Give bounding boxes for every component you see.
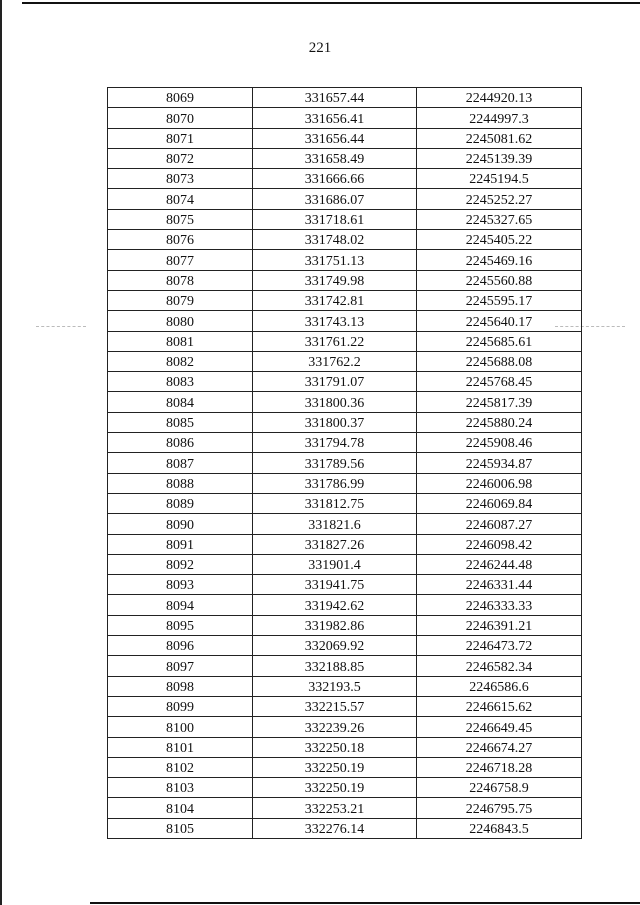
table-row bbox=[108, 493, 582, 513]
table-row bbox=[108, 290, 582, 310]
table-row bbox=[108, 656, 582, 676]
y-coordinate-cell: 2246582.34 bbox=[417, 656, 582, 676]
y-coordinate-cell: 2245139.39 bbox=[417, 148, 582, 168]
y-coordinate-cell: 2246331.44 bbox=[417, 575, 582, 595]
x-coordinate-cell: 331743.13 bbox=[253, 311, 417, 331]
point-number-cell: 8076 bbox=[108, 230, 253, 250]
table-row bbox=[108, 189, 582, 209]
y-coordinate-cell: 2245469.16 bbox=[417, 250, 582, 270]
table-row bbox=[108, 128, 582, 148]
x-coordinate-cell: 331656.44 bbox=[253, 128, 417, 148]
table-row bbox=[108, 575, 582, 595]
y-coordinate-cell: 2246069.84 bbox=[417, 493, 582, 513]
point-number-cell: 8105 bbox=[108, 818, 253, 838]
table-row bbox=[108, 372, 582, 392]
y-coordinate-cell: 2246391.21 bbox=[417, 615, 582, 635]
point-number-cell: 8096 bbox=[108, 636, 253, 656]
point-number-cell: 8091 bbox=[108, 534, 253, 554]
y-coordinate-cell: 2246586.6 bbox=[417, 676, 582, 696]
table-row bbox=[108, 737, 582, 757]
point-number-cell: 8077 bbox=[108, 250, 253, 270]
point-number-cell: 8089 bbox=[108, 493, 253, 513]
point-number-cell: 8080 bbox=[108, 311, 253, 331]
x-coordinate-cell: 331941.75 bbox=[253, 575, 417, 595]
y-coordinate-cell: 2246649.45 bbox=[417, 717, 582, 737]
point-number-cell: 8094 bbox=[108, 595, 253, 615]
table-row bbox=[108, 148, 582, 168]
table-row bbox=[108, 331, 582, 351]
y-coordinate-cell: 2245560.88 bbox=[417, 270, 582, 290]
x-coordinate-cell: 332250.19 bbox=[253, 757, 417, 777]
table-row bbox=[108, 230, 582, 250]
table-row bbox=[108, 554, 582, 574]
y-coordinate-cell: 2246718.28 bbox=[417, 757, 582, 777]
point-number-cell: 8083 bbox=[108, 372, 253, 392]
point-number-cell: 8073 bbox=[108, 169, 253, 189]
table-row bbox=[108, 108, 582, 128]
x-coordinate-cell: 331827.26 bbox=[253, 534, 417, 554]
point-number-cell: 8095 bbox=[108, 615, 253, 635]
point-number-cell: 8093 bbox=[108, 575, 253, 595]
x-coordinate-cell: 332239.26 bbox=[253, 717, 417, 737]
x-coordinate-cell: 331666.66 bbox=[253, 169, 417, 189]
x-coordinate-cell: 331718.61 bbox=[253, 209, 417, 229]
x-coordinate-cell: 331686.07 bbox=[253, 189, 417, 209]
table-row bbox=[108, 595, 582, 615]
x-coordinate-cell: 332069.92 bbox=[253, 636, 417, 656]
point-number-cell: 8092 bbox=[108, 554, 253, 574]
point-number-cell: 8090 bbox=[108, 514, 253, 534]
x-coordinate-cell: 331658.49 bbox=[253, 148, 417, 168]
table-row bbox=[108, 534, 582, 554]
x-coordinate-cell: 331791.07 bbox=[253, 372, 417, 392]
table-row bbox=[108, 473, 582, 493]
x-coordinate-cell: 331786.99 bbox=[253, 473, 417, 493]
y-coordinate-cell: 2246843.5 bbox=[417, 818, 582, 838]
x-coordinate-cell: 331794.78 bbox=[253, 433, 417, 453]
x-coordinate-cell: 332250.18 bbox=[253, 737, 417, 757]
point-number-cell: 8097 bbox=[108, 656, 253, 676]
coordinates-table bbox=[107, 87, 582, 839]
table-row bbox=[108, 757, 582, 777]
point-number-cell: 8103 bbox=[108, 778, 253, 798]
y-coordinate-cell: 2246758.9 bbox=[417, 778, 582, 798]
point-number-cell: 8084 bbox=[108, 392, 253, 412]
point-number-cell: 8081 bbox=[108, 331, 253, 351]
x-coordinate-cell: 331901.4 bbox=[253, 554, 417, 574]
x-coordinate-cell: 331761.22 bbox=[253, 331, 417, 351]
y-coordinate-cell: 2245252.27 bbox=[417, 189, 582, 209]
y-coordinate-cell: 2245685.61 bbox=[417, 331, 582, 351]
y-coordinate-cell: 2246615.62 bbox=[417, 696, 582, 716]
table-row bbox=[108, 615, 582, 635]
y-coordinate-cell: 2246244.48 bbox=[417, 554, 582, 574]
y-coordinate-cell: 2246098.42 bbox=[417, 534, 582, 554]
x-coordinate-cell: 332215.57 bbox=[253, 696, 417, 716]
x-coordinate-cell: 331942.62 bbox=[253, 595, 417, 615]
top-border-line bbox=[22, 2, 640, 4]
y-coordinate-cell: 2246674.27 bbox=[417, 737, 582, 757]
y-coordinate-cell: 2245908.46 bbox=[417, 433, 582, 453]
table-row bbox=[108, 209, 582, 229]
y-coordinate-cell: 2245768.45 bbox=[417, 372, 582, 392]
point-number-cell: 8098 bbox=[108, 676, 253, 696]
y-coordinate-cell: 2245640.17 bbox=[417, 311, 582, 331]
table-row bbox=[108, 778, 582, 798]
x-coordinate-cell: 331800.36 bbox=[253, 392, 417, 412]
point-number-cell: 8078 bbox=[108, 270, 253, 290]
x-coordinate-cell: 331656.41 bbox=[253, 108, 417, 128]
y-coordinate-cell: 2245688.08 bbox=[417, 351, 582, 371]
table-row bbox=[108, 351, 582, 371]
x-coordinate-cell: 331821.6 bbox=[253, 514, 417, 534]
table-row bbox=[108, 453, 582, 473]
table-row bbox=[108, 696, 582, 716]
y-coordinate-cell: 2246006.98 bbox=[417, 473, 582, 493]
point-number-cell: 8104 bbox=[108, 798, 253, 818]
point-number-cell: 8087 bbox=[108, 453, 253, 473]
x-coordinate-cell: 331800.37 bbox=[253, 412, 417, 432]
x-coordinate-cell: 332276.14 bbox=[253, 818, 417, 838]
table-row bbox=[108, 250, 582, 270]
x-coordinate-cell: 331657.44 bbox=[253, 88, 417, 108]
y-coordinate-cell: 2246473.72 bbox=[417, 636, 582, 656]
table-row bbox=[108, 392, 582, 412]
x-coordinate-cell: 332193.5 bbox=[253, 676, 417, 696]
y-coordinate-cell: 2245327.65 bbox=[417, 209, 582, 229]
x-coordinate-cell: 331812.75 bbox=[253, 493, 417, 513]
point-number-cell: 8075 bbox=[108, 209, 253, 229]
table-row bbox=[108, 88, 582, 108]
x-coordinate-cell: 331751.13 bbox=[253, 250, 417, 270]
point-number-cell: 8082 bbox=[108, 351, 253, 371]
x-coordinate-cell: 331789.56 bbox=[253, 453, 417, 473]
table-body bbox=[108, 88, 582, 839]
table-row bbox=[108, 270, 582, 290]
left-margin-mark bbox=[36, 326, 86, 328]
table-row bbox=[108, 433, 582, 453]
y-coordinate-cell: 2245595.17 bbox=[417, 290, 582, 310]
table-row bbox=[108, 169, 582, 189]
x-coordinate-cell: 331742.81 bbox=[253, 290, 417, 310]
point-number-cell: 8099 bbox=[108, 696, 253, 716]
table-row bbox=[108, 676, 582, 696]
y-coordinate-cell: 2245880.24 bbox=[417, 412, 582, 432]
x-coordinate-cell: 332253.21 bbox=[253, 798, 417, 818]
x-coordinate-cell: 331749.98 bbox=[253, 270, 417, 290]
point-number-cell: 8088 bbox=[108, 473, 253, 493]
point-number-cell: 8086 bbox=[108, 433, 253, 453]
y-coordinate-cell: 2246087.27 bbox=[417, 514, 582, 534]
table-row bbox=[108, 636, 582, 656]
x-coordinate-cell: 331982.86 bbox=[253, 615, 417, 635]
y-coordinate-cell: 2246795.75 bbox=[417, 798, 582, 818]
table-row bbox=[108, 412, 582, 432]
point-number-cell: 8070 bbox=[108, 108, 253, 128]
point-number-cell: 8069 bbox=[108, 88, 253, 108]
table-row bbox=[108, 311, 582, 331]
table-row bbox=[108, 798, 582, 818]
point-number-cell: 8079 bbox=[108, 290, 253, 310]
table-row bbox=[108, 717, 582, 737]
y-coordinate-cell: 2245934.87 bbox=[417, 453, 582, 473]
left-border-line bbox=[0, 0, 2, 905]
page-number: 221 bbox=[308, 40, 332, 56]
x-coordinate-cell: 332250.19 bbox=[253, 778, 417, 798]
y-coordinate-cell: 2244997.3 bbox=[417, 108, 582, 128]
y-coordinate-cell: 2244920.13 bbox=[417, 88, 582, 108]
table-row bbox=[108, 514, 582, 534]
point-number-cell: 8071 bbox=[108, 128, 253, 148]
y-coordinate-cell: 2245194.5 bbox=[417, 169, 582, 189]
point-number-cell: 8102 bbox=[108, 757, 253, 777]
y-coordinate-cell: 2245817.39 bbox=[417, 392, 582, 412]
x-coordinate-cell: 331748.02 bbox=[253, 230, 417, 250]
y-coordinate-cell: 2246333.33 bbox=[417, 595, 582, 615]
x-coordinate-cell: 331762.2 bbox=[253, 351, 417, 371]
point-number-cell: 8074 bbox=[108, 189, 253, 209]
point-number-cell: 8072 bbox=[108, 148, 253, 168]
point-number-cell: 8101 bbox=[108, 737, 253, 757]
x-coordinate-cell: 332188.85 bbox=[253, 656, 417, 676]
point-number-cell: 8100 bbox=[108, 717, 253, 737]
y-coordinate-cell: 2245405.22 bbox=[417, 230, 582, 250]
table-row bbox=[108, 818, 582, 838]
bottom-border-line bbox=[90, 902, 640, 904]
point-number-cell: 8085 bbox=[108, 412, 253, 432]
y-coordinate-cell: 2245081.62 bbox=[417, 128, 582, 148]
